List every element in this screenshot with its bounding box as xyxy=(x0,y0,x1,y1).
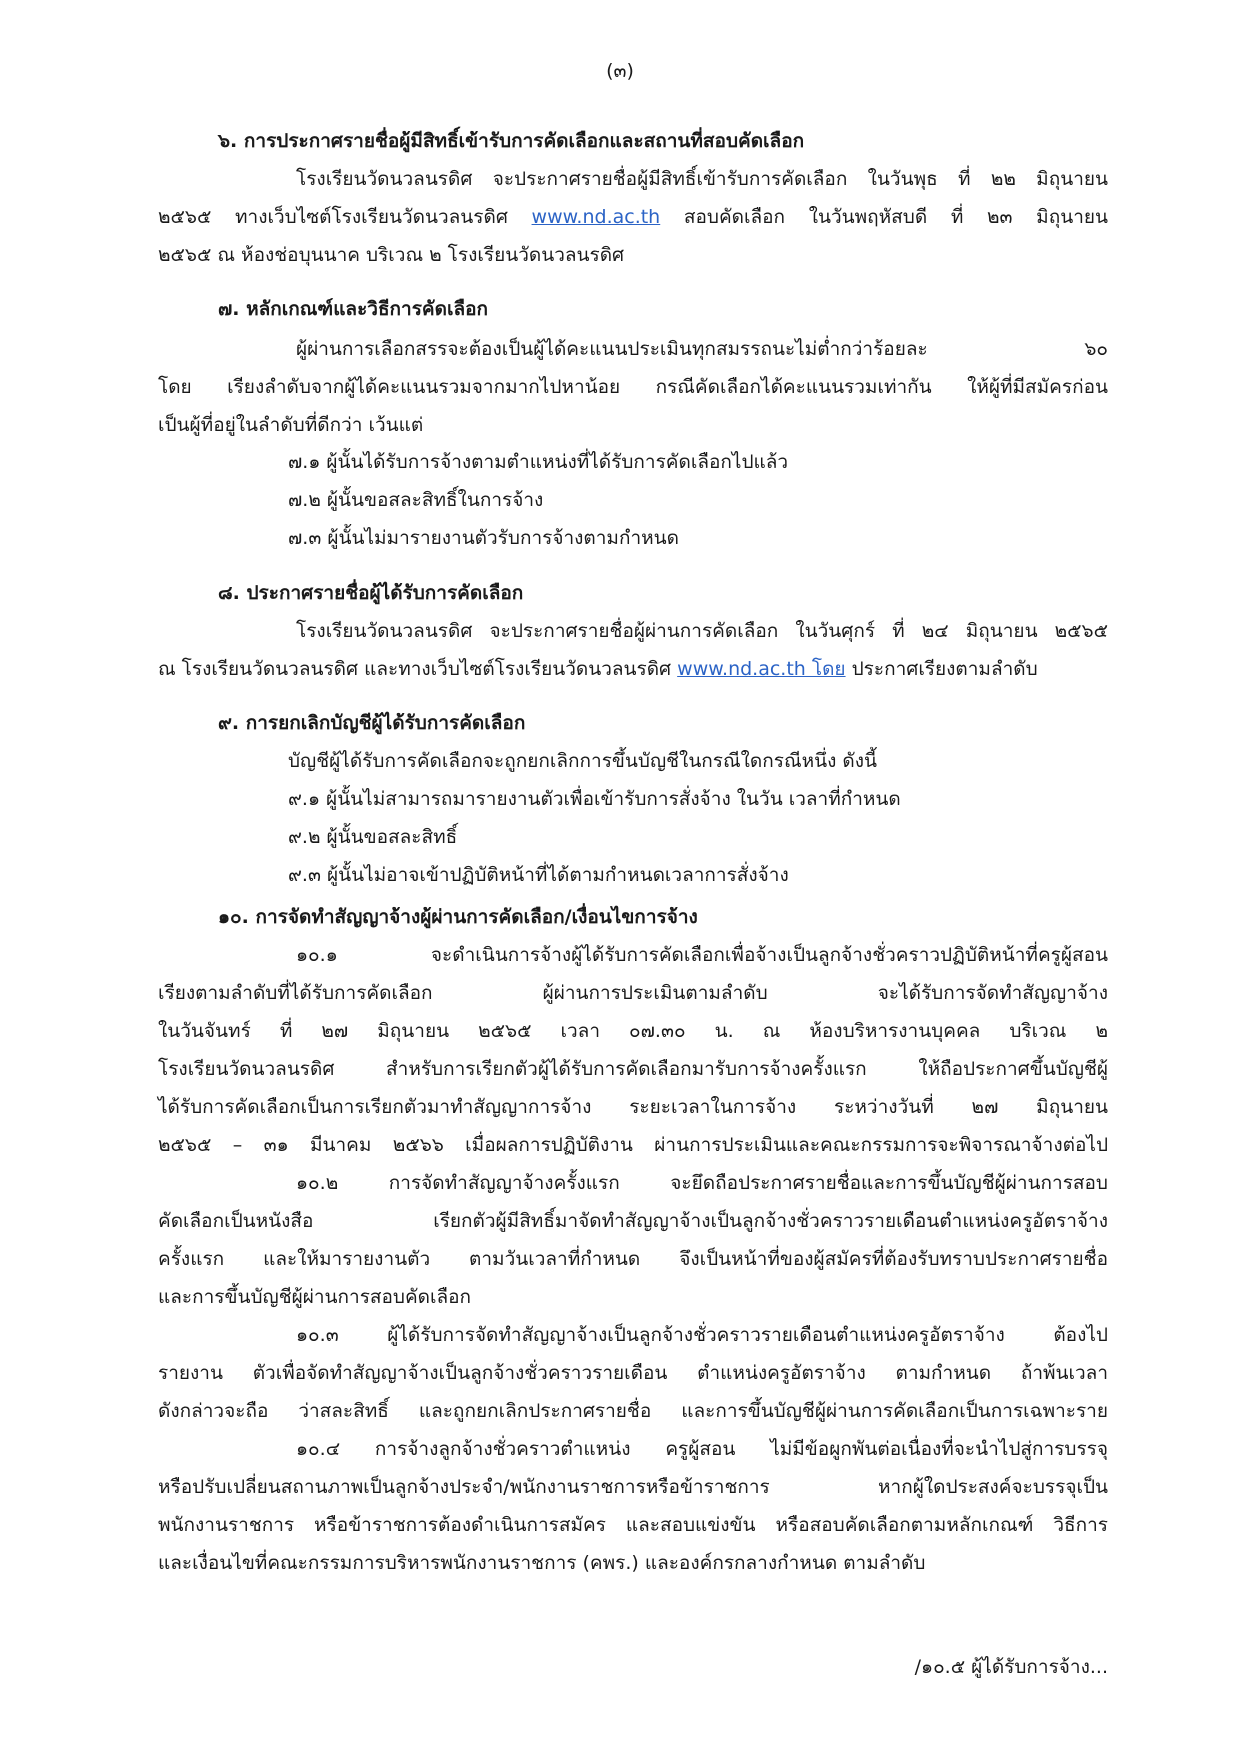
clause-10-1-line: ๒๕๖๕ – ๓๑ มีนาคม ๒๕๖๖ เมื่อผลการปฏิบัติงาน ผ่านการประเมินและคณะกรรมการจะพิจารณาจ้างต่อไป xyxy=(158,1134,1108,1156)
clause-10-3-line: ดังกล่าวจะถือ ว่าสละสิทธิ์ และถูกยกเลิกประกาศรายชื่อ และการขึ้นบัญชีผู้ผ่านการคัดเลือกเป็นการเฉพาะราย xyxy=(158,1400,1108,1422)
section-6-line-1: โรงเรียนวัดนวลนรดิศ จะประกาศรายชื่อผู้มีสิทธิ์เข้ารับการคัดเลือก ในวันพุธ ที่ ๒๒ มิถุนายน xyxy=(296,168,1108,190)
section-7-line-2: โดย เรียงลำดับจากผู้ได้คะแนนรวมจากมากไปหาน้อย กรณีคัดเลือกได้คะแนนรวมเท่ากัน ให้ผู้ที่มีสมัครก่อน xyxy=(158,376,1108,398)
clause-10-3-line: รายงาน ตัวเพื่อจัดทำสัญญาจ้างเป็นลูกจ้างชั่วคราวรายเดือน ตำแหน่งครูอัตราจ้าง ตามกำหนด ถ้าพ้นเวลา xyxy=(158,1362,1108,1384)
clause-10-3-line: ๑๐.๓ ผู้ได้รับการจัดทำสัญญาจ้างเป็นลูกจ้างชั่วคราวรายเดือนตำแหน่งครูอัตราจ้าง ต้องไป xyxy=(296,1324,1108,1346)
section-6-line-2-pre: ๒๕๖๕ ทางเว็บไซต์โรงเรียนวัดนวลนรดิศ xyxy=(158,206,508,228)
section-7-item-2: ๗.๒ ผู้นั้นขอสละสิทธิ์ในการจ้าง xyxy=(288,489,544,511)
section-8-line-2 xyxy=(158,656,1038,682)
school-website-link[interactable]: www.nd.ac.th xyxy=(531,206,661,228)
section-10-heading: ๑๐. การจัดทำสัญญาจ้างผู้ผ่านการคัดเลือก/เงื่อนไขการจ้าง xyxy=(218,906,698,928)
clause-10-4-line: หรือปรับเปลี่ยนสถานภาพเป็นลูกจ้างประจำ/พนักงานราชการหรือข้าราชการ หากผู้ใดประสงค์จะบรรจุเป็น xyxy=(158,1476,1108,1498)
clause-10-4-line: พนักงานราชการ หรือข้าราชการต้องดำเนินการสมัคร และสอบแข่งขัน หรือสอบคัดเลือกตามหลักเกณฑ์ วิธีการ xyxy=(158,1514,1108,1536)
clause-10-2-line: ๑๐.๒ การจัดทำสัญญาจ้างครั้งแรก จะยึดถือประกาศรายชื่อและการขึ้นบัญชีผู้ผ่านการสอบ xyxy=(296,1172,1108,1194)
section-9-item-3: ๙.๓ ผู้นั้นไม่อาจเข้าปฏิบัติหน้าที่ได้ตามกำหนดเวลาการสั่งจ้าง xyxy=(288,864,789,886)
section-8-line-1: โรงเรียนวัดนวลนรดิศ จะประกาศรายชื่อผู้ผ่านการคัดเลือก ในวันศุกร์ ที่ ๒๔ มิถุนายน ๒๕๖๕ xyxy=(296,620,1108,642)
section-8-heading: ๘. ประกาศรายชื่อผู้ได้รับการคัดเลือก xyxy=(218,582,524,604)
school-website-link-2[interactable]: www.nd.ac.th โดย xyxy=(677,658,846,680)
clause-10-1-line: ๑๐.๑ จะดำเนินการจ้างผู้ได้รับการคัดเลือกเพื่อจ้างเป็นลูกจ้างชั่วคราวปฏิบัติหน้าที่ครูผู้สอน xyxy=(296,944,1108,966)
section-6-line-2-post: สอบคัดเลือก ในวันพฤหัสบดี ที่ ๒๓ มิถุนายน xyxy=(683,206,1108,228)
section-7-item-1: ๗.๑ ผู้นั้นได้รับการจ้างตามตำแหน่งที่ได้รับการคัดเลือกไปแล้ว xyxy=(288,451,789,473)
section-8-line-2-post: ประกาศเรียงตามลำดับ xyxy=(851,658,1038,680)
section-9-line-1: บัญชีผู้ได้รับการคัดเลือกจะถูกยกเลิกการขึ้นบัญชีในกรณีใดกรณีหนึ่ง ดังนี้ xyxy=(288,750,878,772)
clause-10-1-line: ได้รับการคัดเลือกเป็นการเรียกตัวมาทำสัญญาการจ้าง ระยะเวลาในการจ้าง ระหว่างวันที่ ๒๗ มิถุนายน xyxy=(158,1096,1108,1118)
clause-10-4-line: ๑๐.๔ การจ้างลูกจ้างชั่วคราวตำแหน่ง ครูผู้สอน ไม่มีข้อผูกพันต่อเนื่องที่จะนำไปสู่การบรรจุ xyxy=(296,1438,1108,1460)
page-number: (๓) xyxy=(606,60,634,82)
section-6-heading: ๖. การประกาศรายชื่อผู้มีสิทธิ์เข้ารับการคัดเลือกและสถานที่สอบคัดเลือก xyxy=(218,130,805,152)
clause-10-2-line: และการขึ้นบัญชีผู้ผ่านการสอบคัดเลือก xyxy=(158,1286,472,1308)
section-7-line-3: เป็นผู้ที่อยู่ในลำดับที่ดีกว่า เว้นแต่ xyxy=(158,414,424,436)
section-6-line-3: ๒๕๖๕ ณ ห้องช่อบุนนาค บริเวณ ๒ โรงเรียนวัดนวลนรดิศ xyxy=(158,244,625,266)
section-7-line-1: ผู้ผ่านการเลือกสรรจะต้องเป็นผู้ได้คะแนนประเมินทุกสมรรถนะไม่ต่ำกว่าร้อยละ ๖๐ xyxy=(296,338,1108,360)
clause-10-1-line: โรงเรียนวัดนวลนรดิศ สำหรับการเรียกตัวผู้ได้รับการคัดเลือกมารับการจ้างครั้งแรก ให้ถือประกาศขึ้นบัญชีผู้ xyxy=(158,1058,1108,1080)
section-9-item-1: ๙.๑ ผู้นั้นไม่สามารถมารายงานตัวเพื่อเข้ารับการสั่งจ้าง ในวัน เวลาที่กำหนด xyxy=(288,788,901,810)
clause-10-2-line: คัดเลือกเป็นหนังสือ เรียกตัวผู้มีสิทธิ์มาจัดทำสัญญาจ้างเป็นลูกจ้างชั่วคราวรายเดือนตำแหน่งครูอัตราจ้าง xyxy=(158,1210,1108,1232)
clause-10-2-line: ครั้งแรก และให้มารายงานตัว ตามวันเวลาที่กำหนด จึงเป็นหน้าที่ของผู้สมัครที่ต้องรับทราบประกาศรายชื่อ xyxy=(158,1248,1108,1270)
clause-10-1-line: เรียงตามลำดับที่ได้รับการคัดเลือก ผู้ผ่านการประเมินตามลำดับ จะได้รับการจัดทำสัญญาจ้าง xyxy=(158,982,1108,1004)
continuation-note: /๑๐.๕ ผู้ได้รับการจ้าง... xyxy=(914,1656,1108,1678)
section-9-heading: ๙. การยกเลิกบัญชีผู้ได้รับการคัดเลือก xyxy=(218,712,526,734)
clause-10-4-line: และเงื่อนไขที่คณะกรรมการบริหารพนักงานราชการ (คพร.) และองค์กรกลางกำหนด ตามลำดับ xyxy=(158,1552,926,1574)
section-6-line-2 xyxy=(158,204,1108,230)
clause-10-1-line: ในวันจันทร์ ที่ ๒๗ มิถุนายน ๒๕๖๕ เวลา ๐๗.๓๐ น. ณ ห้องบริหารงานบุคคล บริเวณ ๒ xyxy=(158,1020,1108,1042)
section-7-item-3: ๗.๓ ผู้นั้นไม่มารายงานตัวรับการจ้างตามกำหนด xyxy=(288,527,679,549)
section-7-heading: ๗. หลักเกณฑ์และวิธีการคัดเลือก xyxy=(218,298,489,320)
section-9-item-2: ๙.๒ ผู้นั้นขอสละสิทธิ์ xyxy=(288,826,458,848)
section-8-line-2-pre: ณ โรงเรียนวัดนวลนรดิศ และทางเว็บไซต์โรงเรียนวัดนวลนรดิศ xyxy=(158,658,678,680)
